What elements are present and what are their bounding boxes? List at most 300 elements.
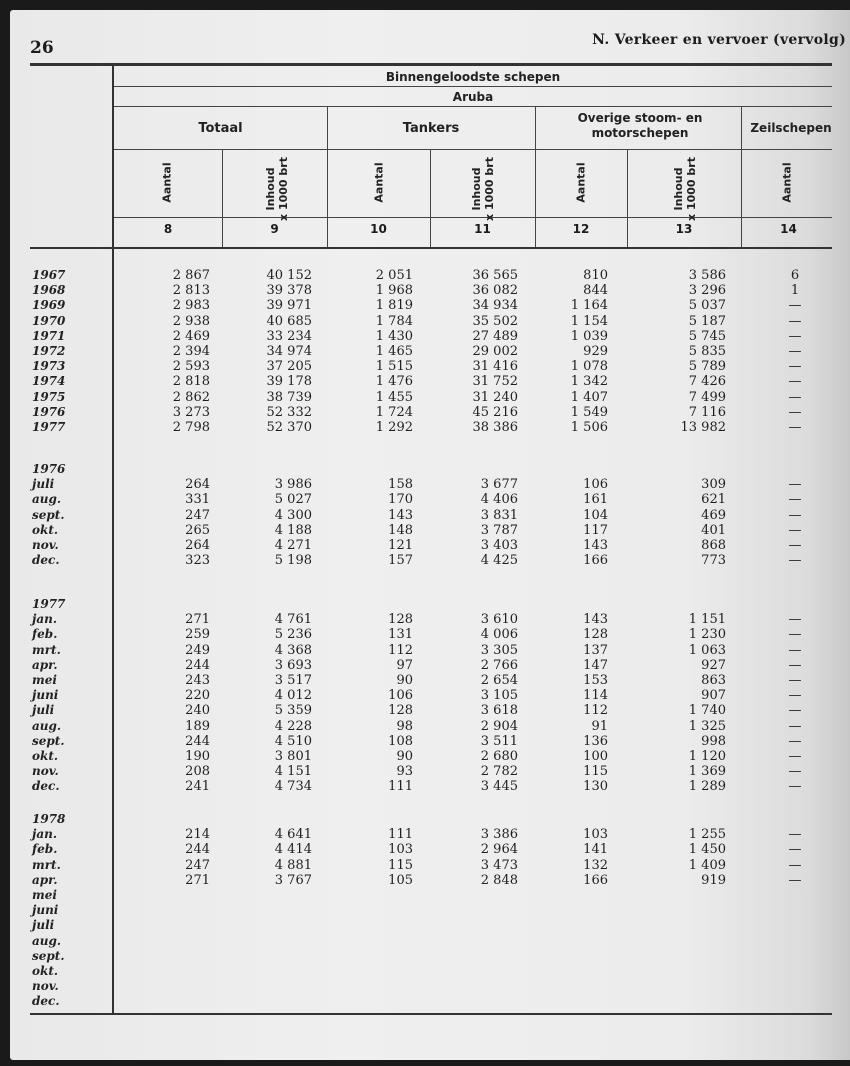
- table-cell: 3 473: [480, 857, 518, 873]
- table-cell: 105: [388, 872, 413, 888]
- column-c9: [240, 612, 312, 794]
- table-cell: 244: [185, 733, 210, 749]
- category-zeilschepen: Zeilschepen: [750, 121, 832, 135]
- section-year-heading: 1976: [32, 462, 66, 476]
- row-label: juni: [32, 688, 59, 703]
- table-cell: 2 766: [480, 657, 518, 673]
- table-cell: —: [788, 642, 802, 658]
- table-cell: 1 819: [375, 298, 413, 314]
- table-cell: 4 881: [274, 857, 312, 873]
- column-c12: [550, 477, 608, 568]
- table-cell: 34 934: [472, 298, 518, 314]
- table-cell: 90: [396, 748, 413, 764]
- table-cell: 1 151: [688, 612, 726, 628]
- table-cell: 27 489: [472, 328, 518, 344]
- table-cell: 1 063: [688, 642, 726, 658]
- row-label: mrt.: [32, 857, 61, 872]
- table-cell: 1 289: [688, 779, 726, 795]
- row-label: mei: [32, 887, 57, 902]
- column-c14: [785, 827, 805, 888]
- table-cell: 1 325: [688, 718, 726, 734]
- table-cell: 114: [583, 688, 608, 704]
- row-label: feb.: [32, 842, 58, 857]
- table-cell: 3 586: [688, 268, 726, 283]
- column-c13: [660, 268, 726, 435]
- header-bottom-rule: [30, 247, 832, 249]
- row-label: juli: [32, 703, 55, 718]
- column-c13: [660, 827, 726, 888]
- table-cell: 106: [388, 688, 413, 704]
- table-cell: 52 370: [266, 419, 312, 435]
- row-label: juli: [32, 918, 55, 933]
- table-cell: —: [788, 374, 802, 390]
- table-cell: —: [788, 748, 802, 764]
- table-cell: 111: [388, 827, 413, 843]
- row-label: sept.: [32, 507, 65, 522]
- table-cell: 2 782: [480, 764, 518, 780]
- table-cell: 153: [583, 672, 608, 688]
- table-cell: 244: [185, 657, 210, 673]
- table-cell: 2 938: [172, 313, 210, 329]
- table-cell: 117: [583, 522, 608, 538]
- table-cell: 3 445: [480, 779, 518, 795]
- table-cell: —: [788, 522, 802, 538]
- table-cell: —: [788, 764, 802, 780]
- row-label: aug.: [32, 492, 62, 507]
- table-cell: 112: [388, 642, 413, 658]
- table-cell: —: [788, 313, 802, 329]
- table-cell: 128: [388, 612, 413, 628]
- row-label: sept.: [32, 948, 65, 963]
- table-cell: 1: [790, 283, 800, 299]
- table-cell: —: [788, 507, 802, 523]
- table-cell: 39 378: [266, 283, 312, 299]
- row-label: 1970: [32, 313, 66, 328]
- table-cell: 3 618: [480, 703, 518, 719]
- table-cell: 3 517: [274, 672, 312, 688]
- table-cell: 39 178: [266, 374, 312, 390]
- column-c14: [785, 612, 805, 794]
- table-cell: 4 151: [274, 764, 312, 780]
- table-cell: 907: [701, 688, 726, 704]
- header-c14-aantal: Aantal: [780, 162, 794, 203]
- table-cell: —: [788, 688, 802, 704]
- table-cell: —: [788, 733, 802, 749]
- table-cell: 170: [388, 492, 413, 508]
- table-cell: 31 752: [472, 374, 518, 390]
- table-cell: 115: [583, 764, 608, 780]
- table-cell: 1 476: [375, 374, 413, 390]
- table-cell: 3 610: [480, 612, 518, 628]
- row-label: okt.: [32, 748, 59, 763]
- row-label: 1967: [32, 268, 66, 282]
- table-cell: —: [788, 492, 802, 508]
- table-cell: 103: [388, 842, 413, 858]
- table-cell: 401: [701, 522, 726, 538]
- table-cell: 136: [583, 733, 608, 749]
- column-c10: [345, 827, 413, 888]
- table-cell: 91: [591, 718, 608, 734]
- table-top-rule: [30, 63, 832, 66]
- running-head: N. Verkeer en vervoer (vervolg): [592, 32, 846, 48]
- table-cell: 469: [701, 507, 726, 523]
- table-cell: 1 968: [375, 283, 413, 299]
- column-c9: [240, 268, 312, 435]
- colnum-9: 9: [270, 222, 279, 236]
- row-label: jan.: [32, 612, 58, 627]
- table-cell: 2 051: [375, 268, 413, 283]
- inhoud-line1: Inhoud: [672, 167, 685, 211]
- table-cell: 998: [701, 733, 726, 749]
- row-label: nov.: [32, 764, 59, 779]
- row-label: aug.: [32, 718, 62, 733]
- table-cell: —: [788, 842, 802, 858]
- table-cell: 5 187: [688, 313, 726, 329]
- table-cell: 121: [388, 537, 413, 553]
- table-cell: 97: [396, 657, 413, 673]
- row-label: dec.: [32, 779, 60, 794]
- table-cell: 4 734: [274, 779, 312, 795]
- category-totaal: Totaal: [198, 121, 243, 136]
- table-cell: 4 761: [274, 612, 312, 628]
- table-cell: 264: [185, 477, 210, 493]
- table-cell: 4 300: [274, 507, 312, 523]
- table-cell: 5 359: [274, 703, 312, 719]
- row-label: 1975: [32, 389, 66, 404]
- table-bottom-rule: [30, 1013, 832, 1015]
- row-label: dec.: [32, 553, 60, 568]
- table-cell: —: [788, 703, 802, 719]
- table-cell: 7 116: [688, 404, 726, 420]
- column-c12: [550, 827, 608, 888]
- table-cell: 37 205: [266, 359, 312, 375]
- row-label: okt.: [32, 522, 59, 537]
- table-cell: 1 342: [570, 374, 608, 390]
- table-cell: 4 006: [480, 627, 518, 643]
- table-cell: 844: [583, 283, 608, 299]
- table-cell: 7 499: [688, 389, 726, 405]
- header-rule-2: [114, 106, 832, 107]
- table-cell: —: [788, 857, 802, 873]
- row-label: jan.: [32, 827, 58, 842]
- table-cell: 2 593: [172, 359, 210, 375]
- table-cell: 143: [583, 537, 608, 553]
- table-cell: 1 515: [375, 359, 413, 375]
- table-cell: 4 425: [480, 553, 518, 569]
- category-tankers: Tankers: [402, 121, 460, 136]
- table-cell: 1 164: [570, 298, 608, 314]
- table-cell: 7 426: [688, 374, 726, 390]
- table-cell: 108: [388, 733, 413, 749]
- column-c8: [150, 477, 210, 568]
- table-cell: 5 198: [274, 553, 312, 569]
- table-cell: 5 236: [274, 627, 312, 643]
- table-cell: 5 789: [688, 359, 726, 375]
- table-cell: 115: [388, 857, 413, 873]
- table-cell: 1 292: [375, 419, 413, 435]
- table-cell: —: [788, 537, 802, 553]
- table-cell: —: [788, 359, 802, 375]
- table-cell: 3 801: [274, 748, 312, 764]
- table-cell: 13 982: [680, 419, 726, 435]
- table-cell: 2 964: [480, 842, 518, 858]
- table-cell: 103: [583, 827, 608, 843]
- table-cell: 34 974: [266, 343, 312, 359]
- row-label: 1974: [32, 374, 66, 389]
- row-label: nov.: [32, 537, 59, 552]
- table-cell: 929: [583, 343, 608, 359]
- section-year-heading: 1977: [32, 597, 66, 611]
- header-c13-inhoud: [672, 154, 698, 224]
- table-cell: 45 216: [472, 404, 518, 420]
- row-labels: [32, 597, 104, 794]
- column-c11: [450, 268, 518, 435]
- table-cell: 3 693: [274, 657, 312, 673]
- row-label: 1971: [32, 328, 66, 343]
- table-cell: 1 430: [375, 328, 413, 344]
- column-c13: [660, 612, 726, 794]
- table-cell: 309: [701, 477, 726, 493]
- table-cell: 189: [185, 718, 210, 734]
- table-cell: 141: [583, 842, 608, 858]
- row-label: 1976: [32, 404, 66, 419]
- column-c11: [450, 827, 518, 888]
- table-cell: 4 012: [274, 688, 312, 704]
- table-cell: 3 386: [480, 827, 518, 843]
- column-c8: [150, 268, 210, 435]
- column-c9: [240, 477, 312, 568]
- column-c11: [450, 477, 518, 568]
- table-cell: 2 862: [172, 389, 210, 405]
- table-cell: 271: [185, 612, 210, 628]
- colnum-8: 8: [163, 222, 173, 236]
- table-cell: 98: [396, 718, 413, 734]
- row-label: 1977: [32, 419, 66, 434]
- table-cell: 5 037: [688, 298, 726, 314]
- table-cell: 868: [701, 537, 726, 553]
- table-cell: 4 406: [480, 492, 518, 508]
- table-cell: —: [788, 419, 802, 435]
- table-cell: 131: [388, 627, 413, 643]
- table-cell: 157: [388, 553, 413, 569]
- table-cell: 1 120: [688, 748, 726, 764]
- column-c13: [660, 477, 726, 568]
- table-cell: 241: [185, 779, 210, 795]
- table-cell: 3 105: [480, 688, 518, 704]
- table-cell: 190: [185, 748, 210, 764]
- table-cell: 161: [583, 492, 608, 508]
- table-cell: —: [788, 657, 802, 673]
- table-cell: 39 971: [266, 298, 312, 314]
- table-cell: 6: [790, 268, 800, 283]
- column-c9: [240, 827, 312, 888]
- table-cell: 29 002: [472, 343, 518, 359]
- row-label: juni: [32, 903, 59, 918]
- table-cell: 323: [185, 553, 210, 569]
- table-cell: 158: [388, 477, 413, 493]
- table-cell: 90: [396, 672, 413, 688]
- header-c12-aantal: Aantal: [574, 162, 588, 203]
- row-label: feb.: [32, 627, 58, 642]
- column-c10: [345, 268, 413, 435]
- table-cell: 1 465: [375, 343, 413, 359]
- table-cell: 2 813: [172, 283, 210, 299]
- table-cell: 5 745: [688, 328, 726, 344]
- table-cell: 1 255: [688, 827, 726, 843]
- table-cell: 621: [701, 492, 726, 508]
- table-cell: 106: [583, 477, 608, 493]
- inhoud-line2: x 1000 brt: [685, 157, 698, 221]
- table-cell: —: [788, 404, 802, 420]
- table-cell: 3 511: [480, 733, 518, 749]
- inhoud-line2: x 1000 brt: [483, 157, 496, 221]
- subgroup-title: Aruba: [452, 90, 494, 104]
- table-cell: 2 983: [172, 298, 210, 314]
- table-cell: 4 271: [274, 537, 312, 553]
- table-cell: —: [788, 627, 802, 643]
- colnum-12: 12: [572, 222, 590, 236]
- table-cell: 1 506: [570, 419, 608, 435]
- header-c9-inhoud: [264, 154, 290, 224]
- table-cell: 1 724: [375, 404, 413, 420]
- table-cell: 1 078: [570, 359, 608, 375]
- table-cell: 247: [185, 507, 210, 523]
- section-year-heading: 1978: [32, 812, 66, 826]
- table-cell: —: [788, 477, 802, 493]
- table-cell: 166: [583, 553, 608, 569]
- table-cell: 2 904: [480, 718, 518, 734]
- table-cell: 143: [583, 612, 608, 628]
- table-cell: 3 403: [480, 537, 518, 553]
- table-cell: 33 234: [266, 328, 312, 344]
- row-label: 1969: [32, 298, 66, 313]
- column-c12: [550, 268, 608, 435]
- header-c10-aantal: Aantal: [372, 162, 386, 203]
- table-cell: —: [788, 553, 802, 569]
- table-cell: 259: [185, 627, 210, 643]
- table-cell: 112: [583, 703, 608, 719]
- table-cell: 249: [185, 642, 210, 658]
- table-cell: —: [788, 827, 802, 843]
- table-cell: 271: [185, 872, 210, 888]
- table-cell: 863: [701, 672, 726, 688]
- table-cell: 1 154: [570, 313, 608, 329]
- table-cell: 3 677: [480, 477, 518, 493]
- header-c11-inhoud: [470, 154, 496, 224]
- table-cell: 130: [583, 779, 608, 795]
- table-cell: 137: [583, 642, 608, 658]
- table-cell: 3 767: [274, 872, 312, 888]
- table-cell: 810: [583, 268, 608, 283]
- table-cell: 148: [388, 522, 413, 538]
- table-cell: 40 152: [266, 268, 312, 283]
- table-cell: 3 787: [480, 522, 518, 538]
- table-cell: 331: [185, 492, 210, 508]
- row-label: aug.: [32, 933, 62, 948]
- row-label: apr.: [32, 657, 58, 672]
- table-cell: 919: [701, 872, 726, 888]
- table-cell: 52 332: [266, 404, 312, 420]
- row-label: 1972: [32, 343, 66, 358]
- colnum-14: 14: [780, 222, 797, 236]
- table-cell: 36 565: [472, 268, 518, 283]
- table-cell: 104: [583, 507, 608, 523]
- table-cell: 2 818: [172, 374, 210, 390]
- row-label: nov.: [32, 979, 59, 994]
- column-c10: [345, 612, 413, 794]
- row-label: juli: [32, 477, 55, 492]
- table-cell: —: [788, 328, 802, 344]
- table-cell: 1 409: [688, 857, 726, 873]
- header-rule-1: [114, 86, 832, 87]
- column-c14: [785, 477, 805, 568]
- table-cell: 93: [396, 764, 413, 780]
- table-cell: 3 296: [688, 283, 726, 299]
- column-c8: [150, 827, 210, 888]
- table-cell: 773: [701, 553, 726, 569]
- table-cell: 3 986: [274, 477, 312, 493]
- table-cell: 2 798: [172, 419, 210, 435]
- table-cell: 214: [185, 827, 210, 843]
- table-cell: 220: [185, 688, 210, 704]
- table-cell: 132: [583, 857, 608, 873]
- table-cell: 166: [583, 872, 608, 888]
- column-c12: [550, 612, 608, 794]
- column-c14: [785, 268, 805, 435]
- table-cell: 1 450: [688, 842, 726, 858]
- table-cell: 244: [185, 842, 210, 858]
- inhoud-line2: x 1000 brt: [277, 157, 290, 221]
- column-c11: [450, 612, 518, 794]
- table-cell: 4 368: [274, 642, 312, 658]
- table-cell: 1 455: [375, 389, 413, 405]
- table-cell: —: [788, 718, 802, 734]
- column-c8: [150, 612, 210, 794]
- table-cell: 36 082: [472, 283, 518, 299]
- colnum-10: 10: [370, 222, 387, 236]
- colnum-13: 13: [675, 222, 693, 236]
- table-cell: 31 240: [472, 389, 518, 405]
- table-cell: 38 386: [472, 419, 518, 435]
- table-cell: 1 407: [570, 389, 608, 405]
- table-cell: —: [788, 872, 802, 888]
- table-cell: 5 835: [688, 343, 726, 359]
- inhoud-line1: Inhoud: [470, 167, 483, 211]
- row-label: okt.: [32, 963, 59, 978]
- table-cell: 2 654: [480, 672, 518, 688]
- table-cell: 1 369: [688, 764, 726, 780]
- table-cell: 4 414: [274, 842, 312, 858]
- table-cell: 31 416: [472, 359, 518, 375]
- table-cell: 2 469: [172, 328, 210, 344]
- table-cell: 1 740: [688, 703, 726, 719]
- table-cell: 264: [185, 537, 210, 553]
- table-cell: —: [788, 672, 802, 688]
- row-labels: [32, 268, 104, 435]
- row-label: dec.: [32, 994, 60, 1009]
- row-label: mei: [32, 672, 57, 687]
- table-cell: 208: [185, 764, 210, 780]
- table-cell: 128: [583, 627, 608, 643]
- table-cell: 5 027: [274, 492, 312, 508]
- page-number: 26: [30, 38, 54, 58]
- table-cell: —: [788, 343, 802, 359]
- table-cell: 2 394: [172, 343, 210, 359]
- colnum-11: 11: [474, 222, 491, 236]
- table-cell: 4 510: [274, 733, 312, 749]
- table-cell: 1 549: [570, 404, 608, 420]
- row-label: 1968: [32, 283, 66, 298]
